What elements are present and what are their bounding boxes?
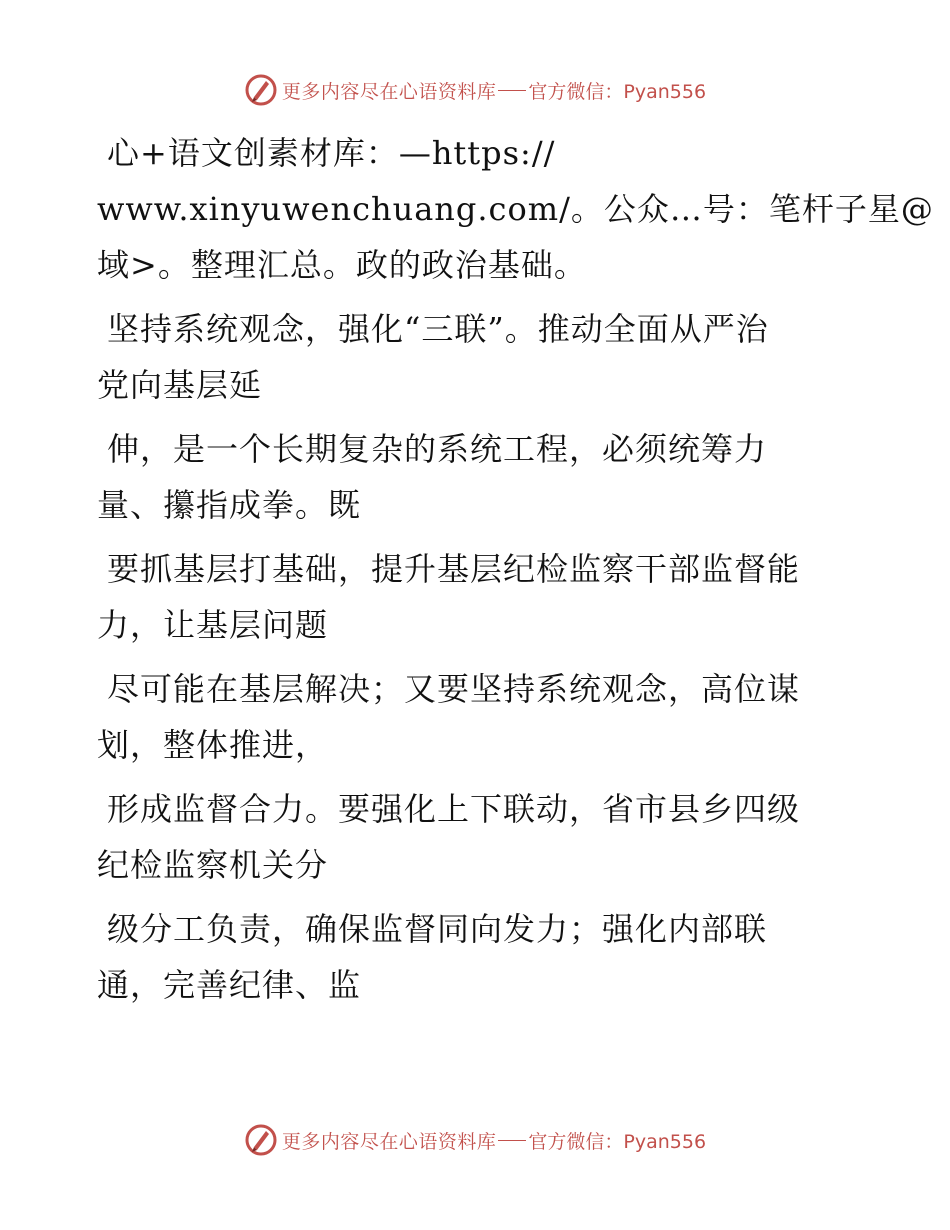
pen-logo-icon xyxy=(244,73,278,107)
text-line: 级分工负责，确保监督同向发力；强化内部联 xyxy=(107,910,768,948)
text-line: www.xinyuwenchuang.com/。公众…号：笔杆子星@ xyxy=(97,190,934,228)
text-line: 力，让基层问题 xyxy=(97,606,329,644)
footer-banner-sub: 官方微信：Pyan556 xyxy=(528,1130,707,1153)
header-banner-title: 更多内容尽在心语资料库 xyxy=(281,80,497,103)
text-line: 划，整体推进， xyxy=(97,726,329,764)
paragraph-2 xyxy=(97,301,877,413)
paragraph-6 xyxy=(97,781,877,893)
footer-banner xyxy=(0,1120,950,1160)
text-line: 量、攥指成拳。既 xyxy=(97,486,362,524)
paragraph-3 xyxy=(97,421,877,533)
text-line: 要抓基层打基础，提升基层纪检监察干部监督能 xyxy=(107,550,801,588)
footer-banner-title: 更多内容尽在心语资料库 xyxy=(281,1130,497,1153)
text-line: 纪检监察机关分 xyxy=(97,846,329,884)
header-banner-dash xyxy=(498,90,526,91)
text-line: 域>。整理汇总。政的政治基础。 xyxy=(97,246,587,284)
header-banner xyxy=(0,70,950,110)
paragraph-4 xyxy=(97,541,877,653)
pen-logo-icon xyxy=(244,1123,278,1157)
text-line: 尽可能在基层解决；又要坚持系统观念，高位谋 xyxy=(107,670,801,708)
text-line: 伸，是一个长期复杂的系统工程，必须统筹力 xyxy=(107,430,768,468)
paragraph-1 xyxy=(97,125,934,293)
text-line: 通，完善纪律、监 xyxy=(97,966,362,1004)
header-banner-sub: 官方微信：Pyan556 xyxy=(528,80,707,103)
text-line: 心+语文创素材库：—https:// xyxy=(107,134,556,172)
text-line: 形成监督合力。要强化上下联动，省市县乡四级 xyxy=(107,790,801,828)
paragraph-7 xyxy=(97,901,877,1013)
document-body xyxy=(97,125,934,1021)
text-line: 党向基层延 xyxy=(97,366,263,404)
text-line: 坚持系统观念，强化“三联”。推动全面从严治 xyxy=(107,310,769,348)
footer-banner-dash xyxy=(498,1140,526,1141)
paragraph-5 xyxy=(97,661,877,773)
